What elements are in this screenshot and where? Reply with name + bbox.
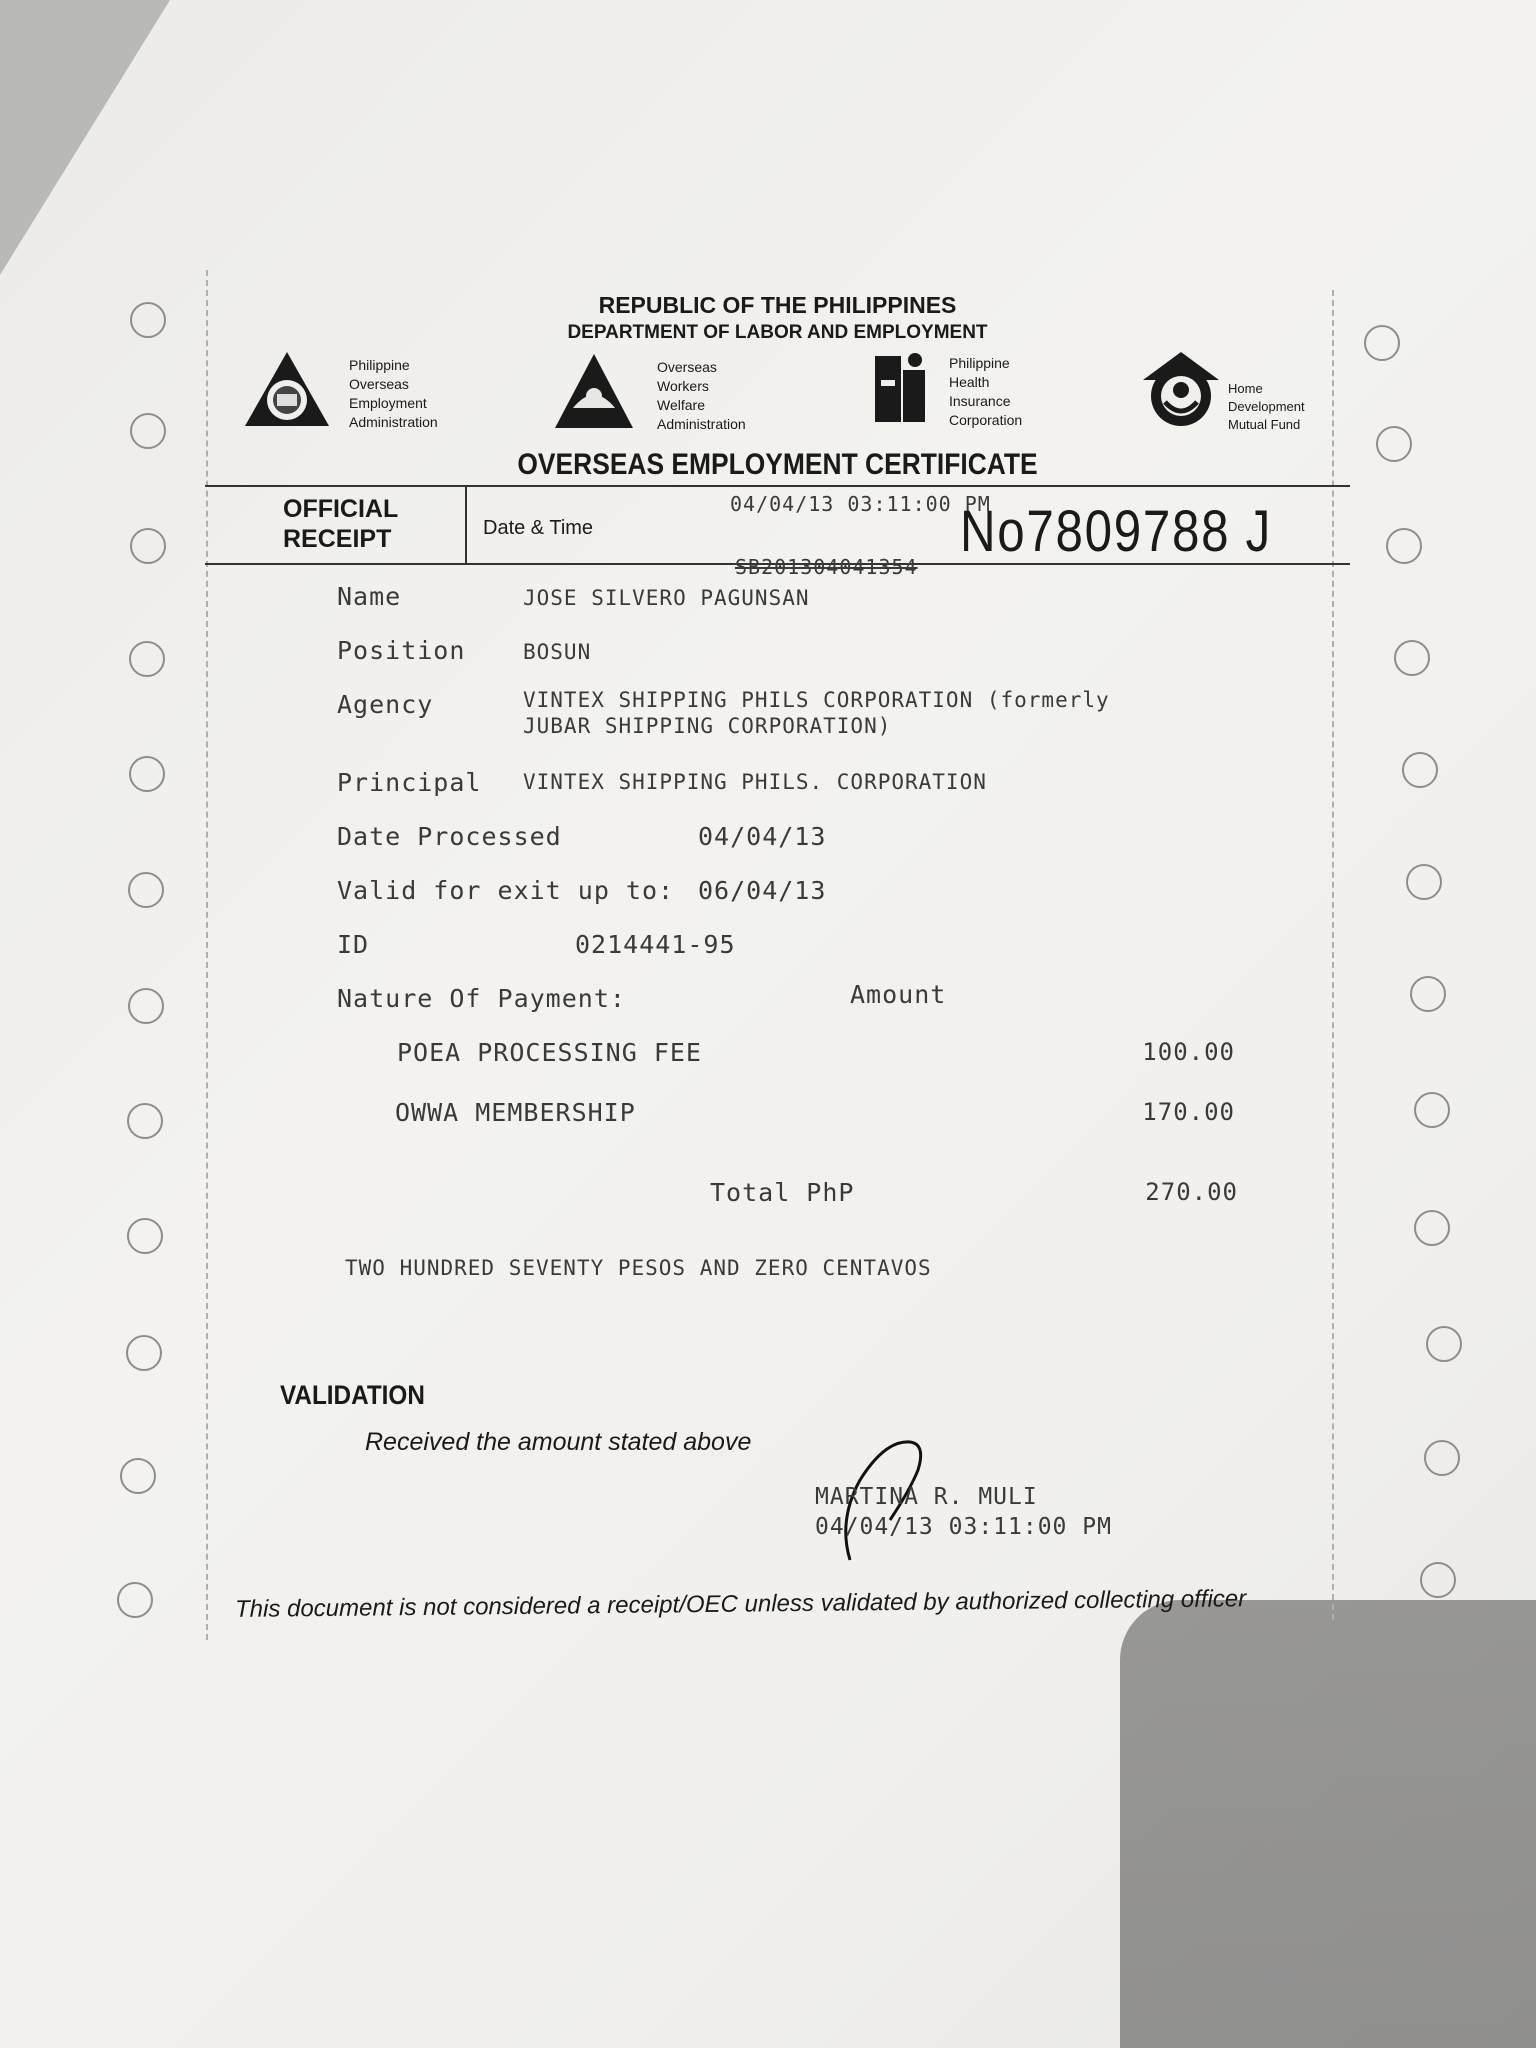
nature-of-payment-label: Nature Of Payment:	[337, 984, 626, 1013]
perforation-hole	[120, 1458, 156, 1494]
republic-heading: REPUBLIC OF THE PHILIPPINES	[598, 292, 957, 318]
datetime-label: Date & Time	[483, 517, 594, 539]
name-label: Name	[337, 582, 402, 611]
position-label: Position	[337, 636, 466, 665]
perforation-hole	[127, 1103, 163, 1139]
amount-in-words: TWO HUNDRED SEVENTY PESOS AND ZERO CENTAVOS	[345, 1256, 932, 1280]
valid-for-exit-label: Valid for exit up to:	[337, 876, 675, 905]
date-processed-label: Date Processed	[337, 822, 562, 851]
agency-line: Employment	[349, 395, 427, 411]
perforation-hole	[1376, 426, 1412, 462]
official-receipt-label	[283, 494, 398, 554]
or-line1: OFFICIAL	[283, 495, 399, 523]
philhealth-logo-icon	[873, 350, 929, 424]
received-statement: Received the amount stated above	[365, 1428, 752, 1456]
payment-item-amount: 100.00	[1142, 1038, 1235, 1066]
agency-line: Philippine	[949, 355, 1010, 371]
perforation-hole	[1406, 864, 1442, 900]
agency-line: Home	[1228, 381, 1263, 396]
philhealth-name	[949, 354, 1022, 430]
perforation-hole	[130, 302, 166, 338]
agency-line: Development	[1228, 399, 1305, 414]
department-heading: DEPARTMENT OF LABOR AND EMPLOYMENT	[567, 322, 988, 343]
poea-name	[349, 356, 438, 432]
agency-line: Health	[949, 374, 990, 390]
disclaimer-text: This document is not considered a receipt/OEC unless validated by authorized collecting officer	[234, 1585, 1247, 1623]
agency-line: Workers	[657, 378, 709, 394]
perforation-hole	[129, 756, 165, 792]
perforation-hole	[128, 988, 164, 1024]
agency-line: Insurance	[949, 393, 1011, 409]
payment-item-description: OWWA MEMBERSHIP	[395, 1098, 636, 1127]
perforation-hole	[130, 528, 166, 564]
agency-line: Overseas	[349, 376, 409, 392]
total-value: 270.00	[1145, 1178, 1238, 1206]
datetime-value: 04/04/13 03:11:00 PM	[730, 492, 991, 516]
officer-datetime: 04/04/13 03:11:00 PM	[815, 1514, 1112, 1540]
officer-name: MARTINA R. MULI	[815, 1484, 1038, 1510]
agency-line: Welfare	[657, 397, 705, 413]
valid-for-exit-value: 06/04/13	[698, 876, 827, 905]
agency-value-line1: VINTEX SHIPPING PHILS CORPORATION (formerly	[523, 688, 1110, 712]
perforation-hole	[126, 1335, 162, 1371]
owwa-logo-icon	[553, 352, 635, 430]
perforation-hole	[1394, 640, 1430, 676]
serial-number: No7809788 J	[960, 499, 1273, 564]
payment-item-amount: 170.00	[1142, 1098, 1235, 1126]
perforation-hole	[1386, 528, 1422, 564]
or-line2: RECEIPT	[283, 525, 392, 553]
sb-number: SB201304041354	[735, 555, 918, 579]
agency-line: Philippine	[349, 357, 410, 373]
payment-item-description: POEA PROCESSING FEE	[397, 1038, 702, 1067]
perforation-hole	[117, 1582, 153, 1618]
perforation-hole	[1414, 1210, 1450, 1246]
id-value: 0214441-95	[575, 930, 736, 959]
date-processed-value: 04/04/13	[698, 822, 827, 851]
position-value: BOSUN	[523, 640, 592, 664]
perforation-hole	[1364, 325, 1400, 361]
agency-line: Corporation	[949, 412, 1023, 428]
shadow-overlay	[1120, 1600, 1536, 2048]
owwa-name	[657, 358, 746, 434]
agency-line: Overseas	[657, 359, 717, 375]
agency-label: Agency	[337, 690, 434, 719]
total-label: Total PhP	[710, 1178, 855, 1207]
id-label: ID	[337, 930, 370, 959]
pagibig-logo-icon	[1141, 350, 1221, 430]
perforation-hole	[128, 872, 164, 908]
perforation-hole	[127, 1218, 163, 1254]
perforation-hole	[129, 641, 165, 677]
certificate-title: OVERSEAS EMPLOYMENT CERTIFICATE	[517, 448, 1038, 481]
amount-label: Amount	[850, 980, 947, 1009]
agency-value-line2: JUBAR SHIPPING CORPORATION)	[523, 714, 892, 738]
validation-title: VALIDATION	[280, 1380, 425, 1410]
perforation-hole	[1426, 1326, 1462, 1362]
perforation-hole	[1420, 1562, 1456, 1598]
principal-label: Principal	[337, 768, 482, 797]
perforation-hole	[1410, 976, 1446, 1012]
perforation-hole	[1414, 1092, 1450, 1128]
principal-value: VINTEX SHIPPING PHILS. CORPORATION	[523, 770, 987, 794]
perforation-hole	[1424, 1440, 1460, 1476]
agency-line: Administration	[349, 414, 438, 430]
agency-line: Mutual Fund	[1228, 417, 1301, 432]
agency-line: Administration	[657, 416, 746, 432]
pagibig-name	[1228, 380, 1305, 434]
poea-logo-icon	[243, 350, 331, 430]
perforation-hole	[130, 413, 166, 449]
oec-receipt	[205, 270, 1350, 1650]
name-value: JOSE SILVERO PAGUNSAN	[523, 586, 810, 610]
perforation-hole	[1402, 752, 1438, 788]
